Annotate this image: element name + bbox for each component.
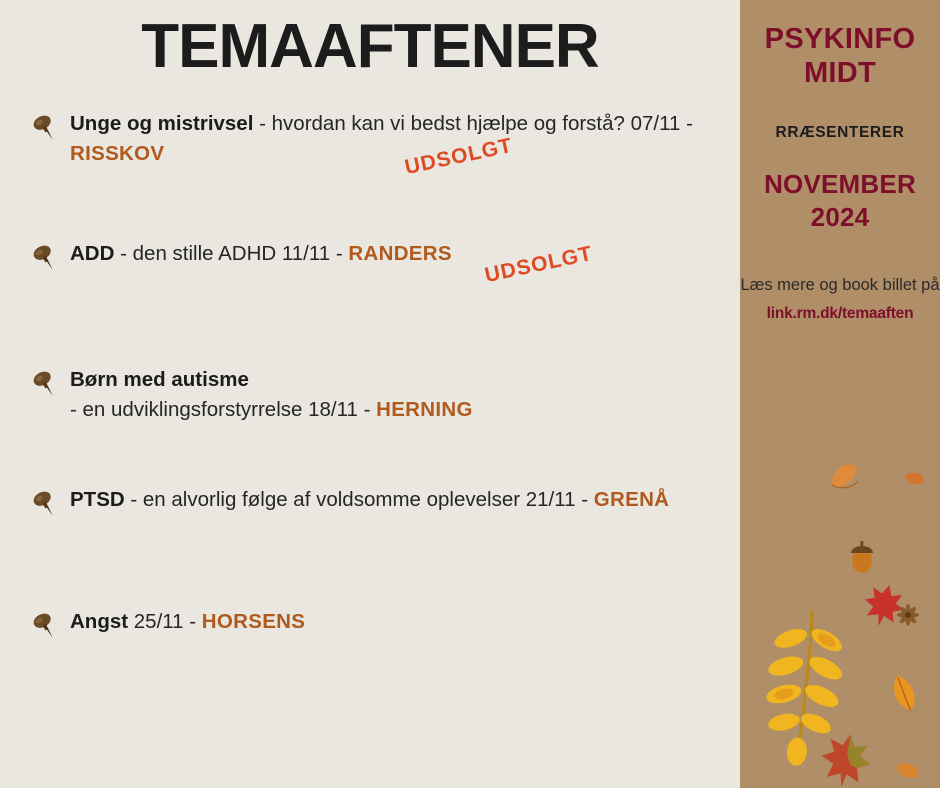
list-item [22,365,740,443]
event-text [70,365,740,424]
pushpin-icon [28,111,62,145]
event-text [70,607,740,637]
poster-sidebar [740,0,940,788]
page-title: TEMAAFTENER [141,12,599,81]
autumn-leaves-decoration [740,430,940,788]
booking-link[interactable]: link.rm.dk/temaaften [766,305,914,323]
event-list [0,109,740,685]
status-badge: UDSOLGT [402,133,515,180]
booking-text: Læs mere og book billet på [740,276,940,295]
event-title: ADD [70,242,115,266]
event-title: Unge og mistrivsel [70,112,254,136]
event-location: RANDERS [348,242,452,266]
event-location: HORSENS [201,610,306,634]
brand-name [740,0,940,90]
pushpin-icon [28,609,62,643]
list-item [22,109,740,187]
list-item [22,607,740,685]
month-label: NOVEMBER [764,169,916,200]
event-location: GRENÅ [593,488,670,512]
event-location: RISSKOV [70,141,165,165]
event-title: Børn med autisme [70,368,249,392]
event-detail: - hvordan kan vi bedst hjælpe og forstå? 07/11 - [253,112,693,136]
list-item [22,239,740,317]
brand-line-2: MIDT [803,57,877,90]
month-year [740,168,940,233]
pushpin-icon [28,487,62,521]
event-title: Angst [70,610,129,634]
status-badge: UDSOLGT [482,241,595,288]
booking-info [740,273,940,325]
event-detail: - en udviklingsforstyrrelse 18/11 - [70,397,377,421]
pushpin-icon [28,367,62,401]
event-detail: - en alvorlig følge af voldsomme oplevelser 21/11 - [124,488,594,512]
year-label: 2024 [810,201,870,232]
event-detail: - den stille ADHD 11/11 - [114,242,349,266]
event-text [70,485,740,515]
pushpin-icon [28,241,62,275]
presents-label: RRÆSENTERER [775,124,905,142]
event-detail: 25/11 - [128,610,202,634]
list-item [22,485,740,563]
brand-line-1: PSYKINFO [764,23,916,55]
event-title: PTSD [70,488,125,512]
event-location: HERNING [376,397,473,421]
event-text [70,239,740,269]
